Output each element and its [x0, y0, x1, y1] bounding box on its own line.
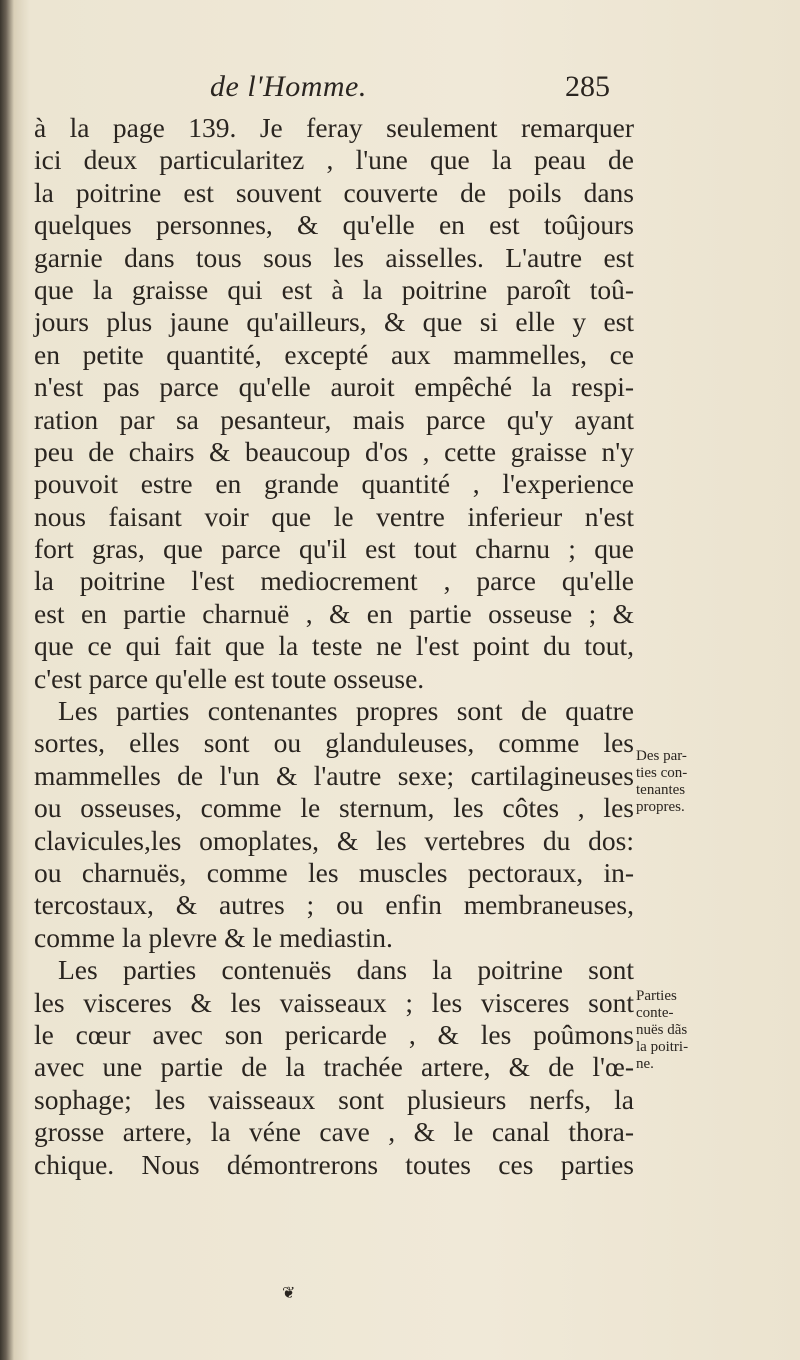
text-line: la poitrine l'est mediocrement , parce qu'elle	[34, 565, 634, 597]
paragraph-1	[34, 112, 634, 695]
text-line: ou charnuës, comme les muscles pectoraux, in-	[34, 856, 634, 888]
text-line: quelques personnes, & qu'elle en est toûjours	[34, 209, 634, 241]
text-line: mammelles de l'un & l'autre sexe; cartilagineuses	[34, 759, 634, 791]
text-line: le cœur avec son pericarde , & les poûmons	[34, 1018, 634, 1050]
text-line: est en partie charnuë , & en partie osseuse ; &	[34, 597, 634, 629]
text-line: avec une partie de la trachée artere, & de l'œ-	[34, 1051, 634, 1083]
text-line: garnie dans tous sous les aisselles. L'autre est	[34, 241, 634, 273]
text-line: fort gras, que parce qu'il est tout charnu ; que	[34, 533, 634, 565]
text-line: la poitrine est souvent couverte de poils dans	[34, 176, 634, 208]
text-line: Les parties contenantes propres sont de quatre	[58, 695, 634, 727]
margin-note-parties-contenues	[636, 988, 716, 1073]
text-line: comme la plevre & le mediastin.	[34, 921, 393, 953]
text-line: que la graisse qui est à la poitrine paroît toû-	[34, 273, 634, 305]
text-line: en petite quantité, excepté aux mammelles, ce	[34, 338, 634, 370]
text-line: sortes, elles sont ou glanduleuses, comme les	[34, 727, 634, 759]
margin-note-line: la poitri-	[636, 1039, 689, 1055]
page-header	[210, 70, 610, 110]
running-title: de l'Homme.	[210, 70, 367, 103]
page-number: 285	[565, 70, 610, 103]
text-line: les visceres & les vaisseaux ; les visceres sont	[34, 986, 634, 1018]
body-text	[34, 112, 634, 1181]
paragraph-3	[34, 954, 634, 1181]
margin-note-parties-contenantes	[636, 748, 716, 816]
text-line: c'est parce qu'elle est toute osseuse.	[34, 662, 425, 694]
margin-note-line: tenantes	[636, 782, 686, 798]
text-line: à la page 139. Je feray seulement remarquer	[34, 112, 634, 143]
text-line: ou osseuses, comme le sternum, les côtes , les	[34, 792, 634, 824]
margin-note-line: nuës dãs	[636, 1022, 688, 1038]
text-line: peu de chairs & beaucoup d'os , cette graisse n'y	[34, 435, 634, 467]
margin-note-line: conte-	[636, 1005, 674, 1021]
text-line: n'est pas parce qu'elle auroit empêché la respi-	[34, 371, 634, 403]
text-line: clavicules,les omoplates, & les vertebres du dos:	[34, 824, 634, 856]
margin-note-line: propres.	[636, 799, 685, 815]
text-line: nous faisant voir que le ventre inferieur n'est	[34, 500, 634, 532]
text-line: ici deux particularitez , l'une que la peau de	[34, 144, 634, 176]
margin-note-line: Des par-	[636, 748, 687, 764]
text-line: sophage; les vaisseaux sont plusieurs nerfs, la	[34, 1083, 634, 1115]
text-line: Les parties contenuës dans la poitrine sont	[58, 954, 634, 986]
text-line: grosse artere, la véne cave , & le canal thora-	[34, 1116, 634, 1148]
paragraph-2	[34, 695, 634, 954]
text-line: pouvoit estre en grande quantité , l'experience	[34, 468, 634, 500]
text-line: jours plus jaune qu'ailleurs, & que si elle y est	[34, 306, 634, 338]
margin-note-line: ties con-	[636, 765, 688, 781]
text-line: que ce qui fait que la teste ne l'est point du tout,	[34, 630, 634, 662]
text-line: chique. Nous démontrerons toutes ces parties	[34, 1148, 634, 1180]
margin-note-line: Parties	[636, 988, 677, 1004]
text-line: tercostaux, & autres ; ou enfin membraneuses,	[34, 889, 634, 921]
printer-ornament: ❦	[282, 1283, 296, 1302]
margin-note-line: ne.	[636, 1056, 654, 1072]
text-line: ration par sa pesanteur, mais parce qu'y ayant	[34, 403, 634, 435]
